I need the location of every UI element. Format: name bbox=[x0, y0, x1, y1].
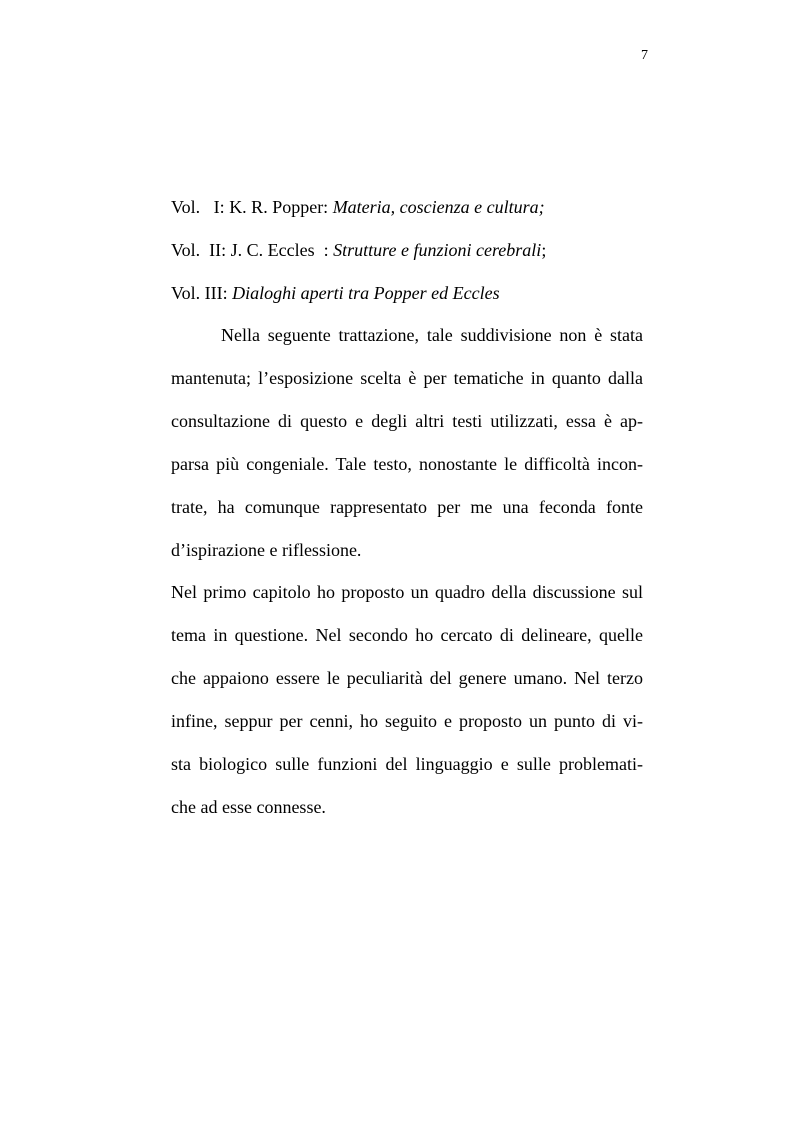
volume-line-3 bbox=[171, 282, 500, 304]
volume-1-title: Materia, coscienza e cultura; bbox=[332, 197, 545, 217]
paragraph-1-line: trate, ha comunque rappresentato per me una feconda fonte bbox=[171, 497, 643, 517]
paragraph-1-line: parsa più congeniale. Tale testo, nonostante le difficoltà incon- bbox=[171, 454, 643, 474]
volume-2-author: J. C. Eccles : bbox=[230, 240, 334, 260]
paragraph-2-line: che appaiono essere le peculiarità del genere umano. Nel terzo bbox=[171, 668, 643, 688]
paragraph-1-line: d’ispirazione e riflessione. bbox=[171, 540, 362, 560]
volume-2-prefix: Vol. II: bbox=[171, 240, 231, 260]
paragraph-1-line: consultazione di questo e degli altri testi utilizzati, essa è ap- bbox=[171, 411, 643, 431]
paragraph-2-line: sta biologico sulle funzioni del linguaggio e sulle problemati- bbox=[171, 754, 643, 774]
paragraph-2-line: Nel primo capitolo ho proposto un quadro della discussione sul bbox=[171, 582, 643, 602]
volume-3-prefix: Vol. III: bbox=[171, 283, 233, 303]
paragraph-2-line: infine, seppur per cenni, ho seguito e proposto un punto di vi- bbox=[171, 711, 643, 731]
volume-2-suffix: ; bbox=[541, 240, 547, 260]
page-number: 7 bbox=[641, 48, 648, 63]
volume-3-title: Dialoghi aperti tra Popper ed Eccles bbox=[232, 283, 500, 303]
paragraph-1-line: Nella seguente trattazione, tale suddivisione non è stata bbox=[221, 325, 643, 345]
paragraph-2-line: che ad esse connesse. bbox=[171, 797, 326, 817]
volume-2-title: Strutture e funzioni cerebrali bbox=[333, 240, 542, 260]
paragraph-1-line: mantenuta; l’esposizione scelta è per tematiche in quanto dalla bbox=[171, 368, 643, 388]
paragraph-2-line: tema in questione. Nel secondo ho cercato di delineare, quelle bbox=[171, 625, 643, 645]
volume-line-2 bbox=[171, 239, 546, 261]
volume-line-1 bbox=[171, 196, 545, 218]
volume-1-author: K. R. Popper: bbox=[229, 197, 333, 217]
volume-1-prefix: Vol. I: bbox=[171, 197, 230, 217]
